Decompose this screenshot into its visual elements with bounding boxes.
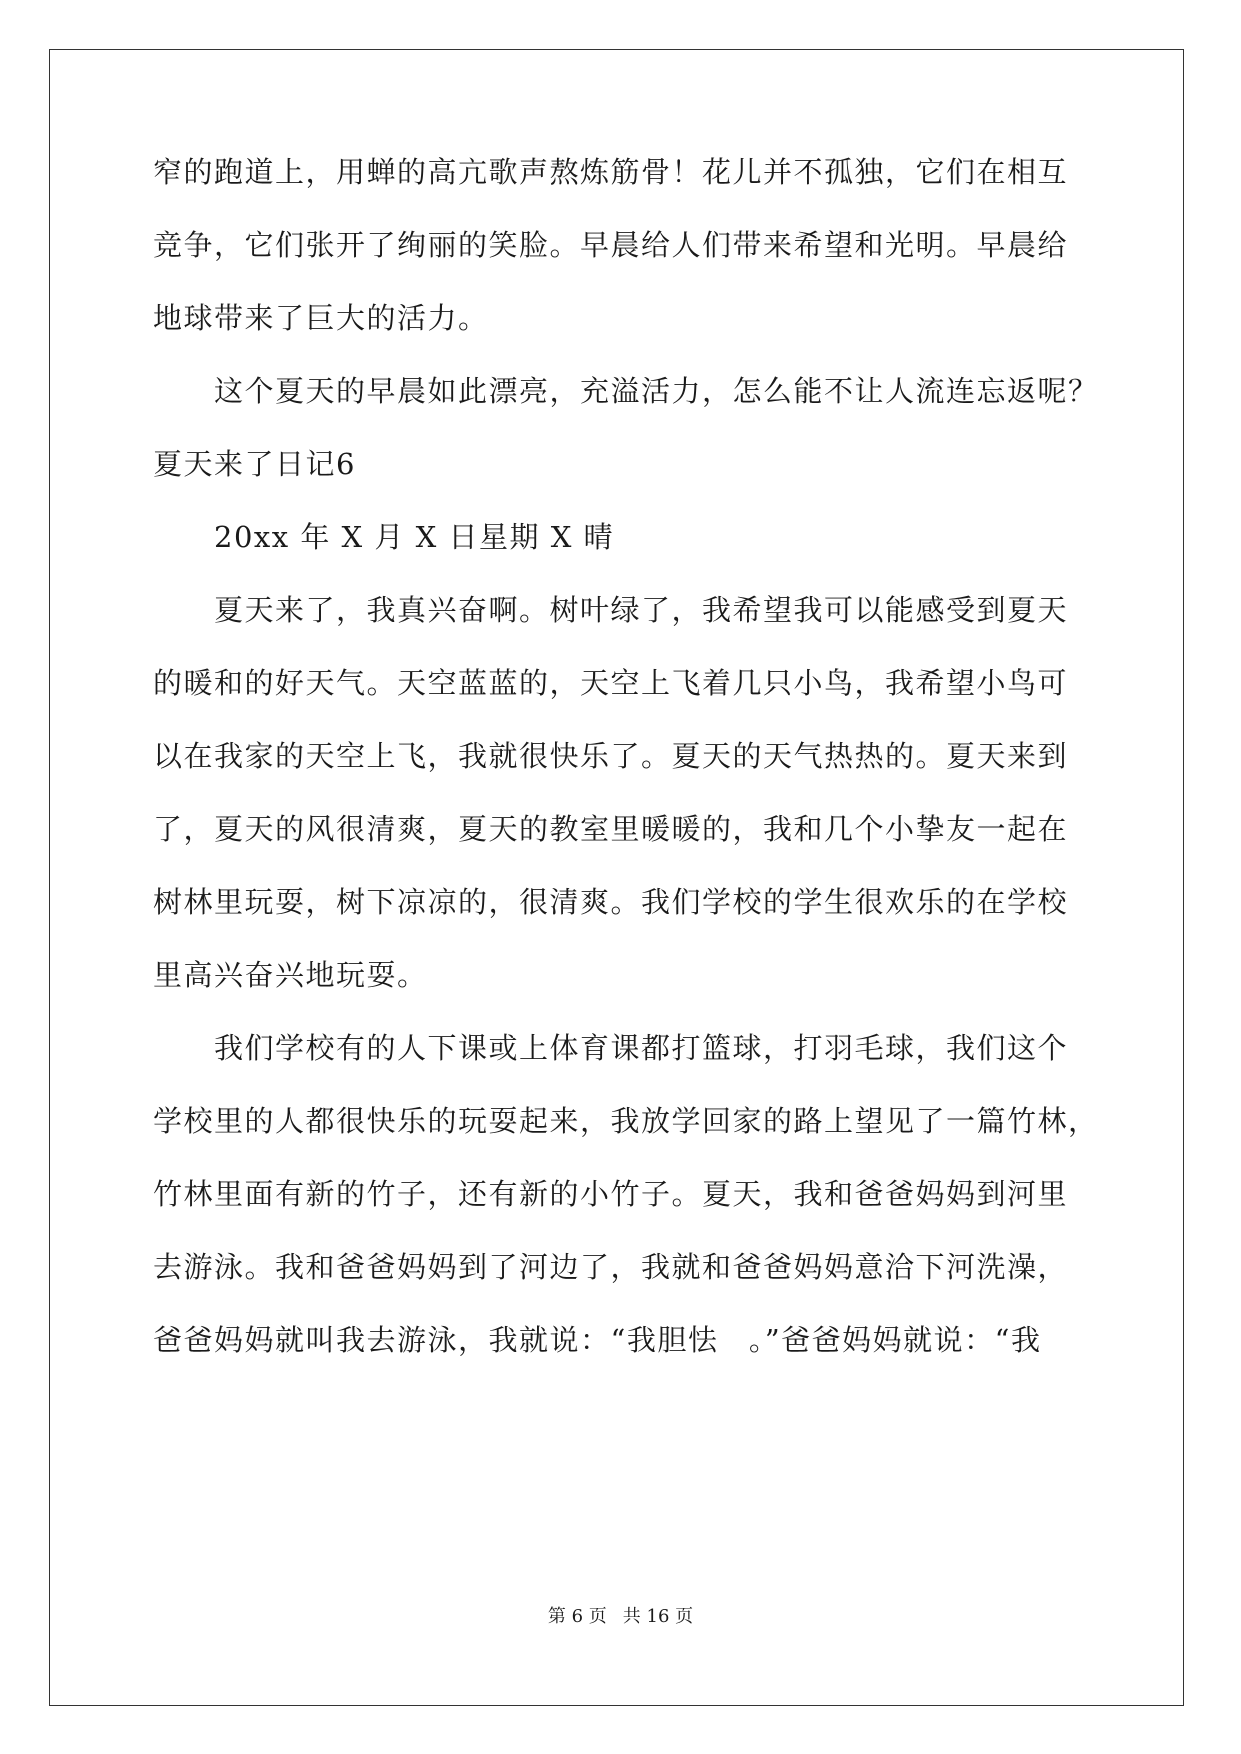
text-line: 爸爸妈妈就叫我去游泳，我就说：“我胆怯 。”爸爸妈妈就说：“我	[153, 1323, 1042, 1357]
text-line: 夏天来了，我真兴奋啊。树叶绿了，我希望我可以能感受到夏天	[153, 593, 1069, 627]
text-line: 树林里玩耍，树下凉凉的，很清爽。我们学校的学生很欢乐的在学校	[153, 885, 1069, 919]
page-number-total: 共 16 页	[622, 1606, 694, 1627]
page-number-current: 第 6 页	[547, 1606, 607, 1627]
text-line: 我们学校有的人下课或上体育课都打篮球，打羽毛球，我们这个	[153, 1031, 1069, 1065]
text-line: 地球带来了巨大的活力。	[153, 301, 489, 335]
text-line: 里高兴奋兴地玩耍。	[153, 958, 428, 992]
text-line: 了，夏天的风很清爽，夏天的教室里暖暖的，我和几个小挚友一起在	[153, 812, 1069, 846]
text-line: 以在我家的天空上飞，我就很快乐了。夏天的天气热热的。夏天来到	[153, 739, 1069, 773]
text-line: 这个夏天的早晨如此漂亮，充溢活力，怎么能不让人流连忘返呢？	[153, 374, 1099, 408]
text-line: 去游泳。我和爸爸妈妈到了河边了，我就和爸爸妈妈意洽下河洗澡，	[153, 1250, 1069, 1284]
text-line: 的暖和的好天气。天空蓝蓝的，天空上飞着几只小鸟，我希望小鸟可	[153, 666, 1069, 700]
text-line: 竹林里面有新的竹子，还有新的小竹子。夏天，我和爸爸妈妈到河里	[153, 1177, 1069, 1211]
section-heading: 夏天来了日记6	[153, 447, 356, 481]
text-line: 窄的跑道上，用蝉的高亢歌声熬炼筋骨！花儿并不孤独，它们在相互	[153, 155, 1069, 189]
text-line: 学校里的人都很快乐的玩耍起来，我放学回家的路上望见了一篇竹林，	[153, 1104, 1099, 1138]
page-footer	[0, 1605, 1241, 1629]
diary-date-line: 20xx 年 X 月 X 日星期 X 晴	[153, 520, 615, 554]
text-line: 竞争，它们张开了绚丽的笑脸。早晨给人们带来希望和光明。早晨给	[153, 228, 1069, 262]
